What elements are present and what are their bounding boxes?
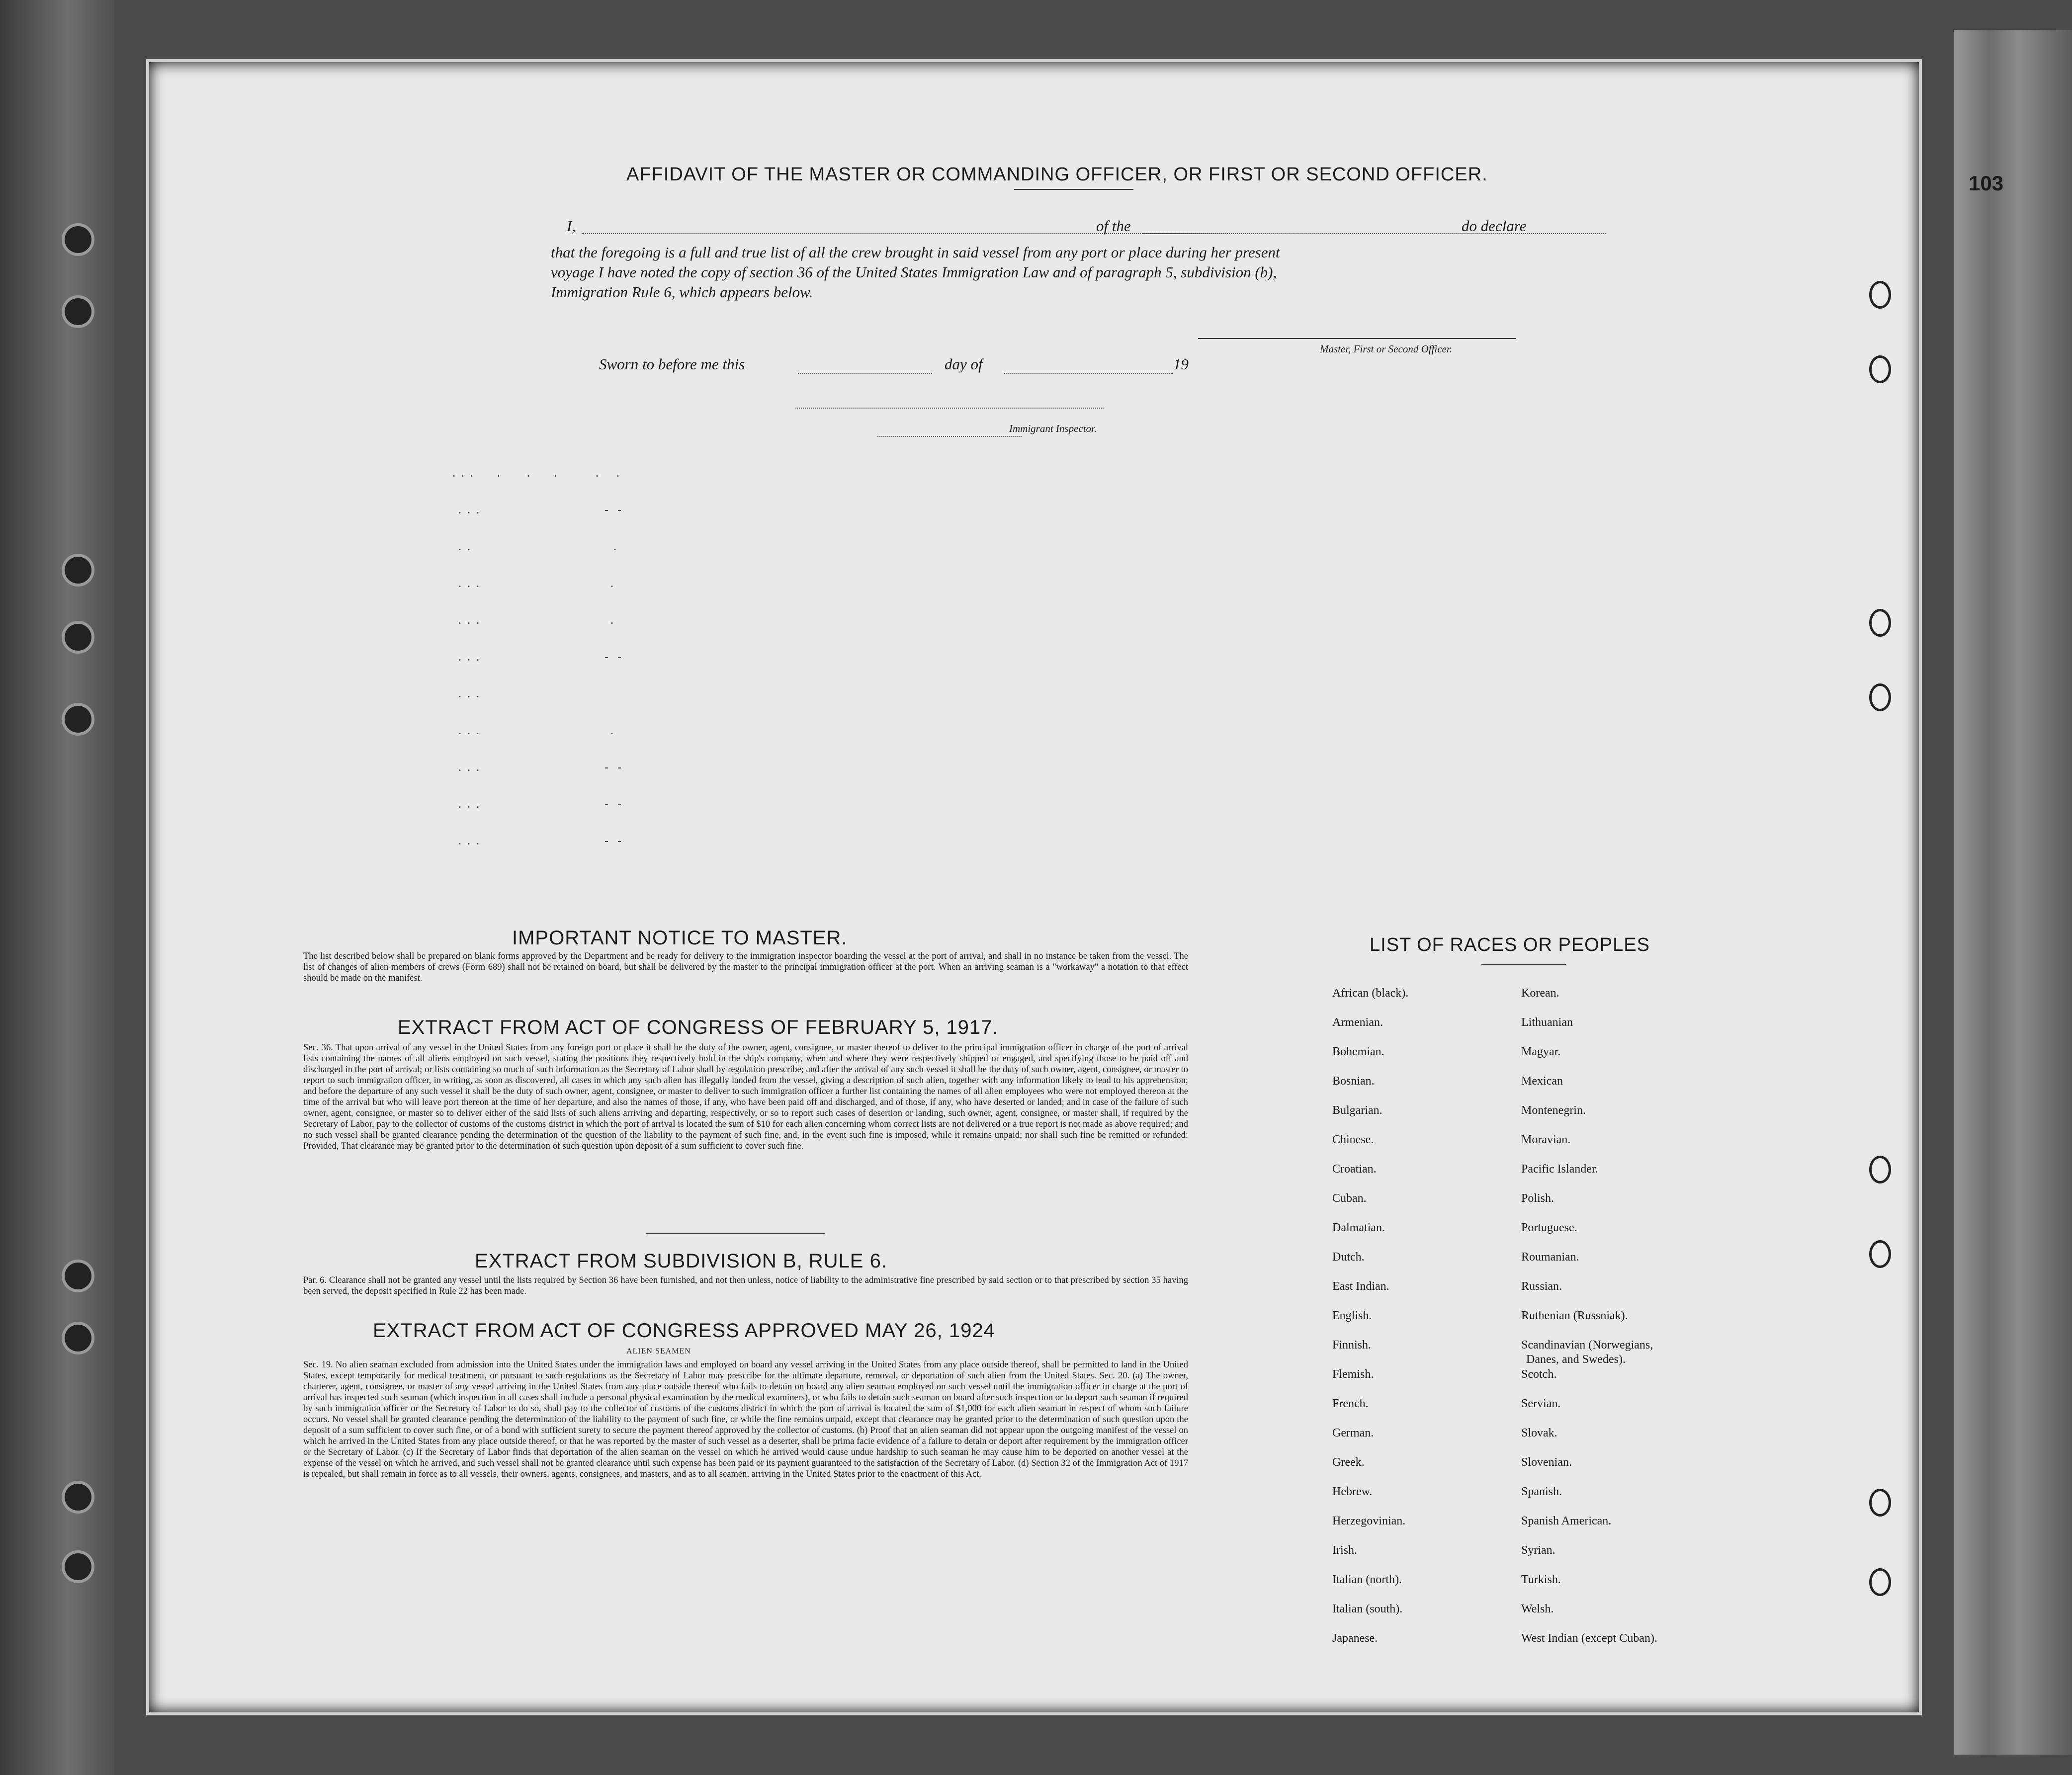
binder-edge [0, 0, 114, 1775]
binder-hole [65, 226, 91, 253]
inspector-blank-top [795, 408, 1104, 409]
binder-hole [65, 706, 91, 733]
race-item: Slovenian. [1521, 1456, 1572, 1469]
binder-ring [1869, 1240, 1891, 1268]
race-item: African (black). [1332, 987, 1409, 1000]
binder-hole [65, 557, 91, 584]
race-item: Danes, and Swedes). [1526, 1353, 1626, 1366]
month-blank [1004, 373, 1173, 374]
affidavit-of-the: of the [1096, 217, 1131, 235]
race-item: Portuguese. [1521, 1221, 1577, 1234]
race-item: French. [1332, 1397, 1369, 1410]
binder-hole [65, 624, 91, 651]
race-item: Montenegrin. [1521, 1104, 1586, 1117]
race-item: Bohemian. [1332, 1045, 1384, 1058]
race-item: Japanese. [1332, 1632, 1378, 1645]
race-item: Dutch. [1332, 1251, 1365, 1264]
race-item: Polish. [1521, 1192, 1554, 1205]
race-item: Magyar. [1521, 1045, 1561, 1058]
extract-1917-title: EXTRACT FROM ACT OF CONGRESS OF FEBRUARY 5, 1917. [398, 1016, 999, 1038]
affidavit-line-2: that the foregoing is a full and true list of all the crew brought in said vessel from any port or place during her present [551, 244, 1280, 261]
name-blank [582, 233, 1228, 234]
race-item: Spanish American. [1521, 1515, 1612, 1527]
race-item: Herzegovinian. [1332, 1515, 1406, 1527]
signature-line [1198, 338, 1516, 339]
race-item: Scotch. [1521, 1368, 1557, 1381]
extract-1924-subtitle: ALIEN SEAMEN [626, 1347, 691, 1355]
binder-hole [65, 1484, 91, 1511]
binder-ring [1869, 683, 1891, 711]
notice-text: The list described below shall be prepared on blank forms approved by the Department and be ready for delivery to the immigration inspector boarding the vessel at the port of arrival, and shall in no instance be taken from the vessel. The list of changes of alien members of crews (Form 689) shall not be retained on board, but shall be delivered by the master to the principal immigration officer at the port. When an arriving seaman is a "workaway" a notation to that effect should be made on the manifest. [303, 951, 1188, 983]
race-item: Chinese. [1332, 1133, 1374, 1146]
races-rule [1481, 964, 1566, 965]
race-item: Hebrew. [1332, 1485, 1373, 1498]
race-item: Lithuanian [1521, 1016, 1573, 1029]
day-of: day of [945, 355, 983, 373]
race-item: Italian (south). [1332, 1603, 1403, 1615]
race-item: Korean. [1521, 987, 1559, 1000]
race-item: Mexican [1521, 1075, 1563, 1088]
race-item: Italian (north). [1332, 1573, 1402, 1586]
race-item: Cuban. [1332, 1192, 1367, 1205]
vessel-blank [1143, 233, 1606, 234]
inspector-caption: Immigrant Inspector. [1009, 423, 1097, 434]
notice-title: IMPORTANT NOTICE TO MASTER. [512, 927, 848, 949]
race-item: West Indian (except Cuban). [1521, 1632, 1657, 1645]
bleed-through-marks: . . . . . . . . . . . - - . . . . . . . . . . . . . . - - . . . . . . . . . . - - . . . - - . . . - - [452, 467, 621, 847]
race-item: German. [1332, 1427, 1374, 1439]
binder-ring [1869, 1568, 1891, 1596]
sworn-text: Sworn to before me this [599, 355, 745, 373]
race-item: Ruthenian (Russniak). [1521, 1309, 1628, 1322]
race-item: Finnish. [1332, 1339, 1372, 1352]
binder-ring [1869, 609, 1891, 637]
race-item: Armenian. [1332, 1016, 1383, 1029]
race-item: English. [1332, 1309, 1372, 1322]
binder-ring [1869, 1156, 1891, 1183]
binder-ring [1869, 281, 1891, 309]
extract-1924-text: Sec. 19. No alien seaman excluded from admission into the United States under the immigration laws and employed on board any vessel arriving in the United States from any place outside thereof, shall be permitted to land in the United States, except temporarily for medical treatment, or pursuant to such regulations as the Secretary of Labor may prescribe for the ultimate departure, removal, or deportation of such alien from the United States. Sec. 20. (a) The owner, charterer, agent, consignee, or master of any vessel arriving in the United States from any place outside thereof who fails to detain on board any alien seaman employed on such vessel until the immigration officer in charge at the port of arrival has inspected such seaman (which inspection in all cases shall include a personal physical examination by the medical examiners), or who fails to detain such seaman on board after such inspection or to deport such seaman if required by such immigration officer or the Secretary of Labor to do so, shall pay to the collector of customs of the customs district in which the port of arrival is located the sum of $1,000 for each alien seaman in respect of whom such failure occurs. No vessel shall be granted clearance pending the determination of the liability to the payment of such fine, or while the fine remains unpaid, except that clearance may be granted prior to the determination of such question upon the deposit of a sum sufficient to cover such fine, or of a bond with sufficient surety to secure the payment thereof approved by the collector of customs. (b) Proof that an alien seaman did not appear upon the outgoing manifest of the vessel on which he arrived in the United States from any place outside thereof, or that he was reported by the master of such vessel as a deserter, shall be prima facie evidence of a failure to detain or deport after requirement by the immigration officer or the Secretary of Labor. (c) If the Secretary of Labor finds that deportation of the alien seaman on the vessel on which he arrived would cause undue hardship to such seaman he may cause him to be deported on another vessel at the expense of the vessel on which he arrived, and such vessel shall not be granted clearance until such expense has been paid or its payment guaranteed to the satisfaction of the Secretary of Labor. (d) Section 32 of the Immigration Act of 1917 is repealed, but shall remain in force as to all vessels, their owners, agents, consignees, and masters, and as to all seamen, arriving in the United States prior to the enactment of this Act. [303, 1360, 1188, 1479]
extract-rule6-title: EXTRACT FROM SUBDIVISION B, RULE 6. [475, 1250, 887, 1272]
binder-hole [65, 1263, 91, 1289]
race-item: Servian. [1521, 1397, 1561, 1410]
affidavit-do-declare: do declare [1462, 217, 1527, 235]
signature-caption: Master, First or Second Officer. [1320, 343, 1452, 355]
race-item: Flemish. [1332, 1368, 1374, 1381]
affidavit-line-3: voyage I have noted the copy of section 36 of the United States Immigration Law and of paragraph 5, subdivision (b), [551, 263, 1277, 281]
sworn-day-blank [798, 373, 932, 374]
race-item: Slovak. [1521, 1427, 1557, 1439]
title-rule [1014, 189, 1133, 190]
race-item: Turkish. [1521, 1573, 1561, 1586]
race-item: Moravian. [1521, 1133, 1571, 1146]
binder-ring [1869, 355, 1891, 383]
page-number: 103 [1969, 171, 2004, 195]
race-item: Scandinavian (Norwegians, [1521, 1339, 1653, 1352]
race-item: East Indian. [1332, 1280, 1389, 1293]
extract-1924-title: EXTRACT FROM ACT OF CONGRESS APPROVED MAY 26, 1924 [373, 1320, 995, 1342]
race-item: Greek. [1332, 1456, 1365, 1469]
manifest-page [149, 62, 2004, 1712]
race-item: Bulgarian. [1332, 1104, 1382, 1117]
stacked-page-edges [1954, 30, 2072, 1755]
extract-1917-text: Sec. 36. That upon arrival of any vessel in the United States from any foreign port or place it shall be the duty of the owner, agent, consignee, or master thereof to deliver to the principal immigration officer in charge of the port of arrival lists containing the names of all aliens employed on such vessel, stating the positions they respectively hold in the ship's company, when and where they were respectively shipped or engaged, and specifying those to be paid off and discharged in the port of arrival; or lists containing so much of such information as the Secretary of Labor shall by regulation prescribe; and after the arrival of any such vessel it shall be the duty of such owner, agent, consignee, or master to report to such immigration officer, in writing, as soon as discovered, all cases in which any such alien has illegally landed from the vessel, giving a description of such alien, together with any information likely to lead to his apprehension; and before the departure of any such vessel it shall be the duty of such owner, agent, consignee, or master to deliver to such immigration officer a further list containing the names of all alien employees who were not employed thereon at the time of the arrival but who will leave port thereon at the time of her departure, and also the names of those, if any, who have been paid off and discharged, and of those, if any, who have deserted or landed; and in case of the failure of such owner, agent, consignee, or master so to deliver either of the said lists of such aliens arriving and departing, respectively, or so to report such cases of desertion or landing, such owner, agent, consignee, or master shall, if required by the Secretary of Labor, pay to the collector of customs of the customs district in which the port of arrival is located the sum of $10 for each alien concerning whom correct lists are not delivered or a true report is not made as above required; and no such vessel shall be granted clearance pending the determination of the question of the liability to the payment of such fine, and, in the event such fine is imposed, while it remains unpaid; nor shall such fine be remitted or refunded: Provided, That clearance may be granted prior to the determination of such question upon deposit of a sum sufficient to cover such fine. [303, 1043, 1188, 1151]
section-rule [646, 1233, 825, 1234]
binder-hole [65, 1325, 91, 1352]
extract-rule6-text: Par. 6. Clearance shall not be granted any vessel until the lists required by Section 36 have been furnished, and not then unless, notice of liability to the administrative fine prescribed by said section or to that prescribed by section 35 having been served, the deposit specified in Rule 22 has been made. [303, 1275, 1188, 1296]
races-title: LIST OF RACES OR PEOPLES [1370, 934, 1650, 955]
affidavit-line-4: Immigration Rule 6, which appears below. [551, 283, 813, 301]
race-item: Syrian. [1521, 1544, 1555, 1557]
binder-hole [65, 1553, 91, 1580]
affidavit-title: AFFIDAVIT OF THE MASTER OR COMMANDING OFFICER, OR FIRST OR SECOND OFFICER. [626, 164, 1488, 185]
binder-ring [1869, 1489, 1891, 1517]
affidavit-i: I, [567, 217, 576, 235]
race-item: Bosnian. [1332, 1075, 1375, 1088]
race-item: Pacific Islander. [1521, 1163, 1598, 1176]
race-item: Dalmatian. [1332, 1221, 1385, 1234]
race-item: Spanish. [1521, 1485, 1562, 1498]
race-item: Irish. [1332, 1544, 1357, 1557]
binder-hole [65, 298, 91, 325]
race-item: Roumanian. [1521, 1251, 1579, 1264]
race-item: Croatian. [1332, 1163, 1377, 1176]
inspector-line [877, 436, 1022, 437]
race-item: Russian. [1521, 1280, 1562, 1293]
race-item: Welsh. [1521, 1603, 1554, 1615]
year-prefix: 19 [1173, 355, 1189, 373]
